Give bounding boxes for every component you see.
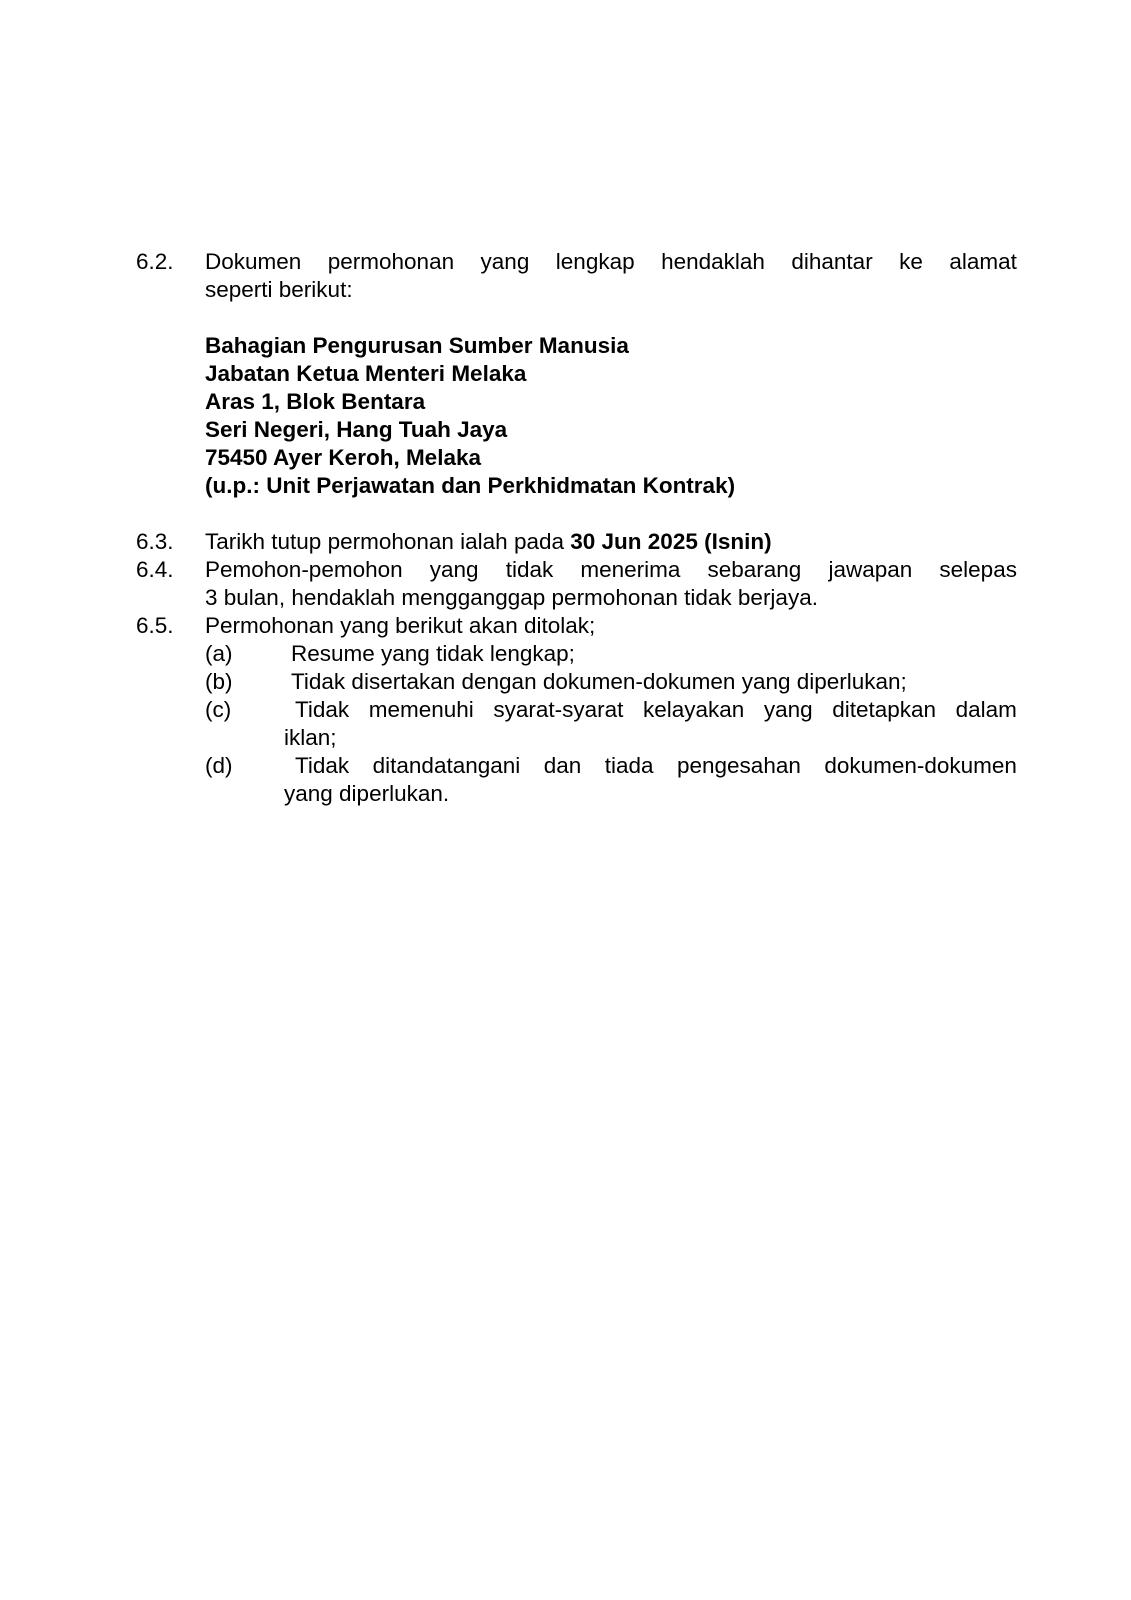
section-6-5-text: Permohonan yang berikut akan ditolak; <box>205 613 596 638</box>
word: memenuhi <box>368 697 474 722</box>
word: kelayakan <box>642 697 745 722</box>
word: ditetapkan <box>832 697 937 722</box>
item-text-line2: iklan; <box>284 725 337 750</box>
closing-date-value: 30 Jun 2025 (Isnin) <box>570 529 772 554</box>
word: Pemohon-pemohon <box>205 557 403 582</box>
item-label: (b) <box>205 669 233 694</box>
word: ke <box>899 249 923 274</box>
section-number: 6.5. <box>136 613 174 638</box>
item-text-line1 <box>295 752 1017 780</box>
item-label: (d) <box>205 753 233 778</box>
address-line: Aras 1, Blok Bentara <box>205 389 426 414</box>
word: pengesahan <box>676 753 801 778</box>
item-text: Resume yang tidak lengkap; <box>291 641 575 666</box>
word: Dokumen <box>205 249 302 274</box>
word: permohonan <box>327 249 455 274</box>
word: yang <box>480 249 530 274</box>
word: dan <box>543 753 582 778</box>
word: syarat-syarat <box>493 697 624 722</box>
section-number: 6.2. <box>136 249 174 274</box>
closing-date-text <box>205 528 772 556</box>
section-6-2-line1 <box>205 248 1017 276</box>
item-text: Tidak disertakan dengan dokumen-dokumen yang diperlukan; <box>291 669 907 694</box>
section-6-4-line1 <box>205 556 1017 584</box>
word: Tidak <box>295 697 350 722</box>
section-6-4-line2: 3 bulan, hendaklah mengganggap permohonan tidak berjaya. <box>205 585 818 610</box>
word: dihantar <box>791 249 873 274</box>
address-line: (u.p.: Unit Perjawatan dan Perkhidmatan Kontrak) <box>205 473 736 498</box>
section-number: 6.3. <box>136 529 174 554</box>
item-text-line2: yang diperlukan. <box>284 781 450 806</box>
word: tidak <box>505 557 554 582</box>
word: sebarang <box>707 557 802 582</box>
address-line: Bahagian Pengurusan Sumber Manusia <box>205 333 629 358</box>
address-line: Jabatan Ketua Menteri Melaka <box>205 361 527 386</box>
word: dalam <box>955 697 1017 722</box>
word: alamat <box>949 249 1017 274</box>
item-label: (a) <box>205 641 233 666</box>
word: ditandatangani <box>372 753 521 778</box>
section-6-2-line2: seperti berikut: <box>205 277 353 302</box>
word: menerima <box>580 557 681 582</box>
address-line: 75450 Ayer Keroh, Melaka <box>205 445 481 470</box>
closing-date-label: Tarikh tutup permohonan ialah pada <box>205 529 571 554</box>
item-label: (c) <box>205 697 232 722</box>
word: jawapan <box>828 557 913 582</box>
word: yang <box>429 557 479 582</box>
item-text-line1 <box>295 696 1017 724</box>
word: hendaklah <box>661 249 765 274</box>
word: dokumen-dokumen <box>824 753 1017 778</box>
word: Tidak <box>295 753 350 778</box>
word: selepas <box>939 557 1017 582</box>
word: yang <box>763 697 813 722</box>
section-number: 6.4. <box>136 557 174 582</box>
address-line: Seri Negeri, Hang Tuah Jaya <box>205 417 508 442</box>
word: tiada <box>604 753 654 778</box>
word: lengkap <box>555 249 635 274</box>
